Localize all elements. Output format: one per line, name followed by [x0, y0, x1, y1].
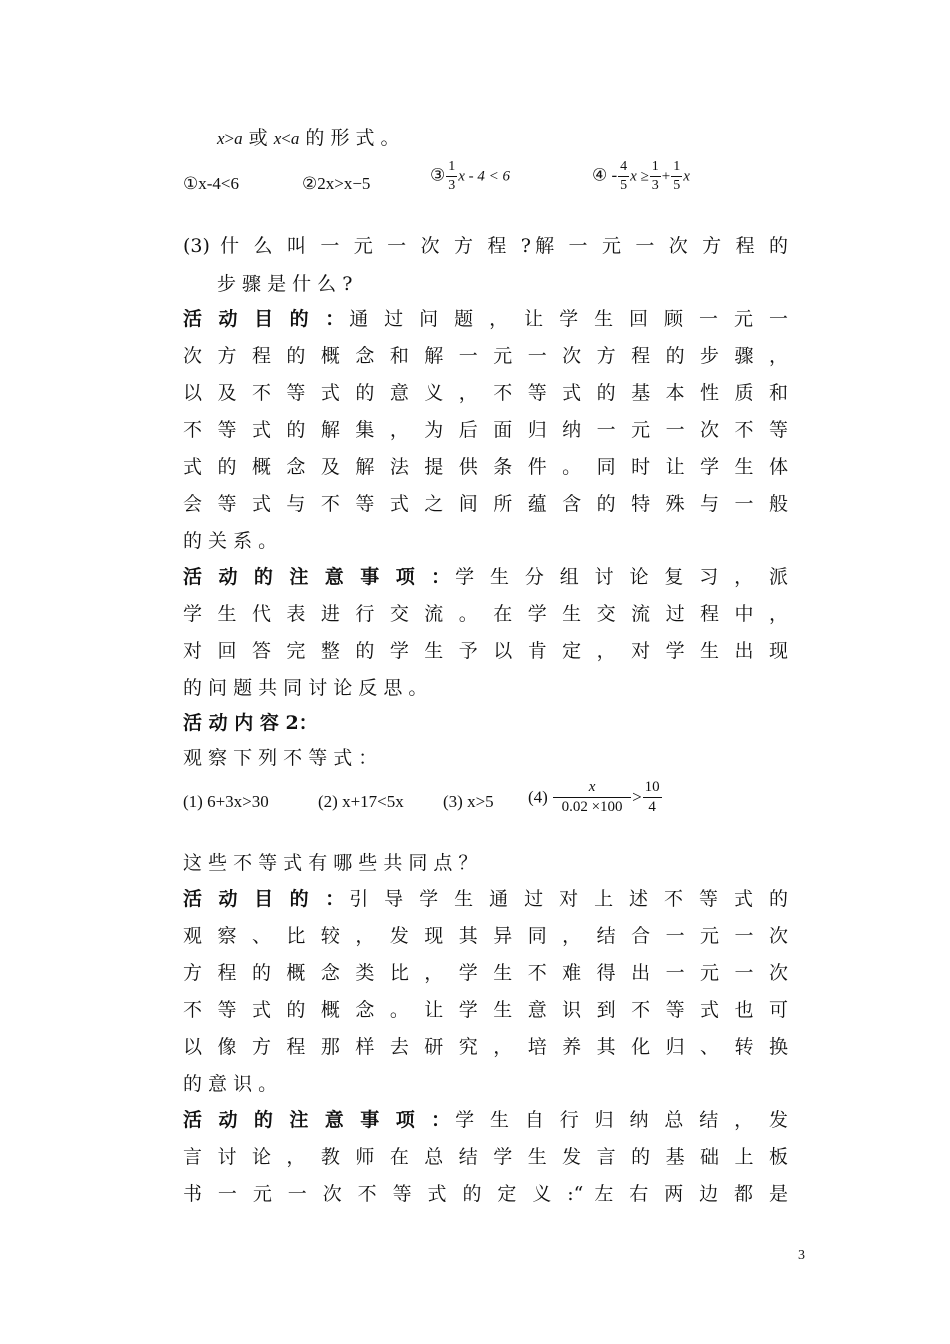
math-var: x — [273, 129, 282, 148]
fraction — [446, 160, 457, 193]
purpose-2-text: 方 程 的 概 念 类 比 ， 学 生 不 难 得 出 一 元 一 次 — [183, 962, 788, 984]
notes-1-text: 学 生 代 表 进 行 交 流 。 在 学 生 交 流 过 程 中 ， — [183, 603, 788, 625]
notes-2-text: 书 一 元 一 次 不 等 式 的 定 义 :“ 左 右 两 边 都 是 — [183, 1183, 788, 1205]
text: 引 导 学 生 通 过 对 上 述 不 等 式 的 — [349, 888, 788, 910]
notes-2-line — [183, 1108, 788, 1132]
denominator: 3 — [651, 178, 659, 193]
inequality-row2-3: (3) x>5 — [443, 792, 494, 811]
math-var: x — [217, 129, 225, 148]
intro-line — [217, 126, 788, 151]
inequality-row2-4 — [528, 780, 663, 815]
numerator: 1 — [446, 160, 457, 177]
purpose-label: 活 动 目 的 ： — [183, 888, 350, 910]
content-2-heading: 活 动 内 容 2： — [183, 712, 318, 734]
purpose-1-text: 会 等 式 与 不 等 式 之 间 所 蕴 含 的 特 殊 与 一 般 — [183, 493, 788, 515]
purpose-1-text: 式 的 概 念 及 解 法 提 供 条 件 。 同 时 让 学 生 体 — [183, 456, 788, 478]
question-3-line2: 步 骤 是 什 么 ? — [217, 273, 353, 295]
fraction — [618, 160, 629, 193]
math-var: a — [290, 129, 300, 148]
inequality-3 — [430, 160, 510, 193]
purpose-2-text: 以 像 方 程 那 样 去 研 究 ， 培 养 其 化 归 、 转 换 — [183, 1036, 788, 1058]
text: x - 4 < 6 — [458, 168, 511, 185]
inequality-row2-2: (2) x+17<5x — [318, 792, 404, 811]
text: (4) — [528, 787, 548, 807]
numerator: 1 — [671, 160, 682, 177]
fraction — [650, 160, 661, 193]
purpose-1-text: 以 及 不 等 式 的 意 义 ， 不 等 式 的 基 本 性 质 和 — [183, 382, 788, 404]
purpose-2-text: 不 等 式 的 概 念 。 让 学 生 意 识 到 不 等 式 也 可 — [183, 999, 788, 1021]
denominator: 3 — [448, 178, 456, 193]
text: ③ — [430, 165, 446, 185]
notes-1-text: 对 回 答 完 整 的 学 生 予 以 肯 定 ， 对 学 生 出 现 — [183, 640, 788, 662]
text: 学 生 自 行 归 纳 总 结 ， 发 — [455, 1109, 788, 1131]
notes-1-text: 的 问 题 共 同 讨 论 反 思 。 — [183, 677, 428, 699]
notes-label: 活 动 的 注 意 事 项 ： — [183, 566, 456, 588]
fraction — [553, 780, 631, 815]
fraction — [643, 780, 662, 815]
text: x ≥ — [630, 168, 649, 185]
inequality-4 — [592, 160, 690, 193]
purpose-2-line — [183, 887, 788, 911]
purpose-1-text: 次 方 程 的 概 念 和 解 一 元 一 次 方 程 的 步 骤 ， — [183, 345, 788, 367]
text: + — [661, 168, 671, 185]
notes-label: 活 动 的 注 意 事 项 ： — [183, 1109, 456, 1131]
math-var: a — [234, 129, 243, 148]
purpose-1-line — [183, 307, 788, 331]
inequality-2: ②2x>x−5 — [302, 174, 371, 193]
page-number: 3 — [798, 1248, 805, 1263]
denominator: 4 — [648, 799, 656, 815]
inequality-row2-1: (1) 6+3x>30 — [183, 792, 269, 811]
text: 通 过 问 题 ， 让 学 生 回 顾 一 元 一 — [349, 308, 788, 330]
fraction — [671, 160, 682, 193]
purpose-2-text: 的 意 识 。 — [183, 1073, 278, 1095]
numerator: 10 — [643, 780, 662, 798]
denominator: 0.02 ×100 — [561, 799, 623, 815]
text: 或 — [242, 127, 274, 149]
question-3-line1: (3) 什 么 叫 一 元 一 次 方 程 ?解 一 元 一 次 方 程 的 — [183, 235, 788, 257]
inequality-1: ①x-4<6 — [183, 174, 239, 193]
purpose-1-text: 不 等 式 的 解 集 ， 为 后 面 归 纳 一 元 一 次 不 等 — [183, 419, 788, 441]
text: > — [632, 787, 642, 807]
numerator: x — [553, 780, 631, 798]
text: 学 生 分 组 讨 论 复 习 ， 派 — [455, 566, 788, 588]
text: ④ - — [592, 165, 618, 185]
purpose-2-text: 观 察 、 比 较 ， 发 现 其 异 同 ， 结 合 一 元 一 次 — [183, 925, 788, 947]
math-op: > — [224, 129, 235, 148]
purpose-1-text: 的 关 系 。 — [183, 530, 278, 552]
observe-text: 观 察 下 列 不 等 式 ： — [183, 747, 378, 769]
numerator: 4 — [618, 160, 629, 177]
text: 的 形 式 。 — [299, 127, 400, 149]
denominator: 5 — [673, 178, 681, 193]
text: x — [683, 168, 690, 185]
math-op: < — [281, 129, 291, 148]
notes-2-text: 言 讨 论 ， 教 师 在 总 结 学 生 发 言 的 基 础 上 板 — [183, 1146, 788, 1168]
notes-1-line — [183, 565, 788, 589]
common-question: 这 些 不 等 式 有 哪 些 共 同 点 ？ — [183, 852, 478, 874]
denominator: 5 — [620, 178, 628, 193]
numerator: 1 — [650, 160, 661, 177]
purpose-label: 活 动 目 的 ： — [183, 308, 350, 330]
